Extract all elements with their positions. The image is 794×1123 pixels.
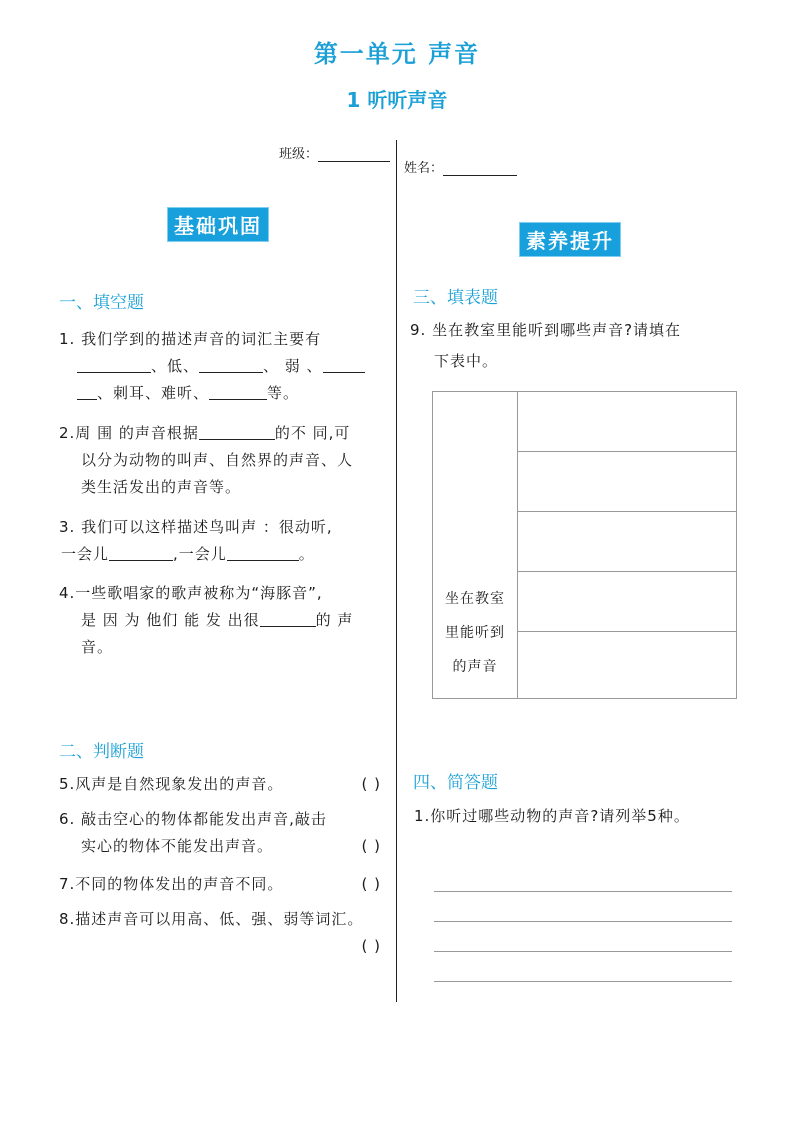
name-label: 姓名： [404, 161, 444, 176]
table-label-line-3: 的声音 [452, 659, 498, 675]
q7-text: 7.不同的物体发出的声音不同。 [59, 875, 284, 893]
question-3 [59, 514, 385, 568]
question-5 [59, 771, 381, 798]
q5-answer-paren[interactable]: ( ) [361, 775, 381, 793]
q3-blank-2[interactable] [227, 544, 299, 561]
q4-line-1: 4.一些歌唱家的歌声被称为“海豚音”, [59, 584, 323, 602]
q6-answer-paren[interactable]: ( ) [361, 837, 381, 855]
q3-part-3: 。 [298, 545, 315, 563]
section-fill-blank-title: 一、填空题 [59, 293, 144, 313]
badge-advanced: 素养提升 [519, 222, 621, 257]
question-2 [59, 420, 385, 501]
answer-line-4[interactable] [434, 981, 732, 982]
section-true-false-title: 二、判断题 [59, 742, 144, 762]
unit-title: 第一单元 声音 [313, 40, 481, 68]
table-answer-cell-4[interactable] [518, 572, 737, 632]
q8-answer-paren[interactable]: ( ) [361, 937, 381, 955]
question-7 [59, 871, 381, 898]
q9-line-1: 9. 坐在教室里能听到哪些声音?请填在 [410, 321, 682, 339]
q1-part-3: 、 弱 、 [263, 357, 323, 375]
badge-basic: 基础巩固 [167, 207, 269, 242]
q2-part-2: 的不 同,可 [274, 424, 351, 442]
q3-part-2: ,一会儿 [173, 545, 227, 563]
q4-line-3: 音。 [81, 638, 114, 656]
table-label-cell [433, 392, 518, 699]
name-field [404, 157, 517, 176]
q6-line-2: 实心的物体不能发出声音。 [81, 837, 274, 855]
name-input-line[interactable] [443, 161, 517, 176]
answer-line-2[interactable] [434, 921, 732, 922]
q5-text: 5.风声是自然现象发出的声音。 [59, 775, 284, 793]
q2-line-3: 类生活发出的声音等。 [81, 478, 242, 496]
question-10: 1.你听过哪些动物的声音?请列举5种。 [414, 807, 690, 825]
q2-line-2: 以分为动物的叫声、自然界的声音、人 [81, 451, 354, 469]
question-4 [59, 580, 385, 661]
table-label-line-1: 坐在教室 [445, 591, 505, 607]
q1-part-5: 等。 [267, 384, 300, 402]
column-divider [396, 140, 397, 1002]
class-input-line[interactable] [318, 147, 390, 162]
q3-part-1: 一会儿 [61, 545, 110, 563]
lesson-title: 1 听听声音 [346, 88, 448, 112]
q1-blank-3[interactable] [323, 356, 365, 373]
q1-blank-1[interactable] [77, 356, 151, 373]
q2-blank-1[interactable] [199, 423, 275, 440]
section-short-answer-title: 四、简答题 [413, 773, 498, 793]
question-9 [410, 317, 740, 375]
table-answer-cell-3[interactable] [518, 512, 737, 572]
answer-line-1[interactable] [434, 891, 732, 892]
sounds-table [432, 391, 737, 699]
question-6 [59, 806, 381, 860]
q1-blank-4[interactable] [209, 383, 267, 400]
q8-text: 8.描述声音可以用高、低、强、弱等词汇。 [59, 910, 364, 928]
q9-line-2: 下表中。 [434, 352, 499, 370]
class-label: 班级： [279, 147, 319, 162]
q3-blank-1[interactable] [109, 544, 173, 561]
q1-prefix: 1. 我们学到的描述声音的词汇主要有 [59, 330, 322, 348]
table-answer-cell-2[interactable] [518, 452, 737, 512]
q2-prefix: 2.周 围 的声音根据 [59, 424, 199, 442]
section-table-title: 三、填表题 [413, 288, 498, 308]
table-answer-cell-5[interactable] [518, 632, 737, 699]
q3-line-1: 3. 我们可以这样描述鸟叫声 ：很动听, [59, 518, 333, 536]
table-answer-cell-1[interactable] [518, 392, 737, 452]
q4-part-1: 是 因 为 他们 能 发 出很 [81, 611, 260, 629]
question-8 [59, 906, 381, 960]
q1-blank-2[interactable] [199, 356, 263, 373]
answer-line-3[interactable] [434, 951, 732, 952]
q1-part-2: 、低、 [151, 357, 200, 375]
q6-line-1: 6. 敲击空心的物体都能发出声音,敲击 [59, 810, 327, 828]
question-1 [59, 326, 383, 407]
q4-part-2: 的 声 [315, 611, 354, 629]
q7-answer-paren[interactable]: ( ) [361, 875, 381, 893]
class-field [279, 143, 390, 162]
q1-blank-3-cont[interactable] [77, 383, 97, 400]
table-label-line-2: 里能听到 [445, 625, 505, 641]
q1-part-4: 、刺耳、难听、 [97, 384, 210, 402]
q4-blank-1[interactable] [260, 610, 316, 627]
